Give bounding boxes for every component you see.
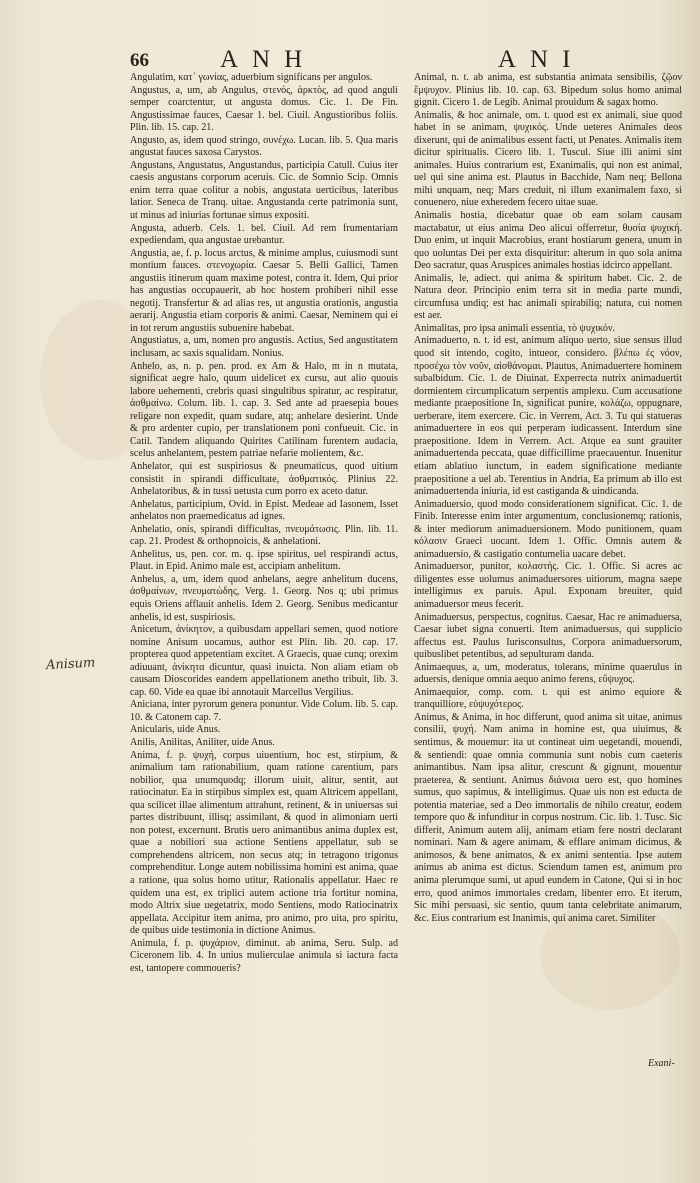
handwritten-margin-note: Anisum [45,655,96,674]
dictionary-entry: Animalis, le, adiect. qui anima & spiritum habet. Cic. 2. de Natura deor. Principio enim terra sit in media parte mundi, circumfusa undiq; est hac animali spirabiliq; natura, cui nomen est aer. [414,272,682,322]
dictionary-entry: Animaduersus, perspectus, cognitus. Caesar, Hac re animaduersa, Caesar iubet signa conuerti. Item animaduersus, qui supplicio affectus est. Paulus Iurisconsultus, Corpora animaduersorum, quibuslibet petentibus, ad sepulturam danda. [414,611,682,661]
page-number: 66 [130,50,149,71]
dictionary-entry: Animus, & Anima, in hoc differunt, quod anima sit uitae, animus consilii, ψυχή. Nam anima in homine est, qua uiuimus, & sentimus, & mouemur: ita ut contineat uim uegetandi, mouendi, & sentiendi: quae omnia communia sunt nobis cum caeteris animantibus. Nam ipsa alitur, crescunt & gignunt, mouentur praeterea, & sentiunt. Animus διάνοια uero est, quo homines sumus, quo sapimus, & intelligimus. Quae uis non est educta de potentia materiae, sed a Deo immortalis de nihilo creatur, eodem tempore quo & infunditur in corpus nostrum. Cic. lib. 1. Tusc. Sic differit, Animum autem alij, animam etiam fere nostri declarant nominari. Nam & agere animam, & efflare animam dicimus, & animosos, & bene animatos, & ex animi sententia. Ipse autem animus ab anima est dictus. Sciendum tamen est, animum pro anima plerumque sumi, ut apud eundem in Catone, Qui si in hoc erro, quod animos immortales credam, libenter erro. Et iterum, Sic mihi persuasi, sic sentio, quum tanta celebritate animarum, &c. Eius contrarium est Inanimis, qui anima caret. Similiter [414,711,682,924]
dictionary-entry: Animaduersio, quod modo considerationem significat. Cic. 1. de Finib. Interesse enim inter argumentum, conclusionemq; rationis, & inter mediorum animaduersionem. Modo punitionem, quam κόλασιν Graeci uocant. Idem 1. Offic. Omnis autem & animaduersio, & castigatio contumelia uacare debet. [414,498,682,560]
dictionary-entry: Angustans, Angustatus, Angustandus, participia Catull. Cuius iter caesis angustans corporum aceruis. Cic. de Somnio Scip. Omnis enim terra quae colitur a nobis, angustata uerticibus, lateribus latior. Seneca de Tranq. uitae. Angustanda certe patrimonia sunt, ut minus ad iniurias fortunae simus expositi. [130,159,398,222]
dictionary-entry: Anicetum, ἀνίκητον, a quibusdam appellari semen, quod notiore nomine Anisum uocamus, author est Plin. lib. 20. cap. 17. propterea quod appetentiam excitet. A Graecis, quae cunq; orexim adiuuant, ἀνίκητα dicuntur, quasi inuicta. Non aliam etiam ob causam Dioscorides eandem appellationem anetho tribuit, lib. 3. cap. 60. Vide ea quae ibi annotauit Marcellus Vergilius. [130,624,398,698]
dictionary-entry: Anilis, Anilitas, Aniliter, uide Anus. [130,736,275,748]
dictionary-entry: Angustus, a, um, ab Angulus, στενός, ἀρκτὸς, ad quod anguli semper coarctentur, ut angusta domus. Cic. 1. De Fin. Angustissimae fauces, Caesar 1. bel. Ciuil. Angustioribus foliis. Plin. lib. 15. cap. 21. [130,84,398,134]
dictionary-entry: Aniciana, inter pyrorum genera ponuntur. Vide Colum. lib. 5. cap. 10. & Catonem cap. 7. [130,699,398,723]
dictionary-entry: Angulatim, κατ᾽ γωνίας, aduerbium significans per angulos. [130,72,373,83]
running-head-right: ANI [498,46,585,73]
dictionary-entry: Anhelatio, onis, spirandi difficultas, πνευμάτωσις. Plin. lib. 11. cap. 21. Prodest & orthopnoicis, & anhelationi. [130,523,398,548]
running-head-left: ANH [220,46,317,73]
catchword: Exani- [648,1058,675,1069]
dictionary-entry: Animula, f. p. ψυχάριον, diminut. ab anima, Seru. Sulp. ad Ciceronem lib. 4. In unius mulierculae animula si iactura facta est, tantopere commoueris? [130,937,398,974]
dictionary-entry: Anima, f. p. ψυχή, corpus uiuentium, hoc est, stirpium, & animalium tam rationabilium, quam ratione carentium, pars nobilior, qua unumquodq; illorum uiuit, alitur, sentit, aut ratiocinatur. Ea in stirpibus simplex est, quam Altricem appellant, qua scilicet illae alimentum attrahunt, retinent, & in uniuersas sui partes distribuunt, illisq; assimilant, & quod in alimoniam uerti non potest, excernunt. Brutis uero animantibus anima duplex est, quae a nobiliori sua actione Sentiens appellatur, sub se comprehendens altricem, non secus atq; in tetragono trigonus comprehenditur. Longe autem nobilissima homini est anima, quae a ratione, qua solus homo utitur, Rationalis appellatur. Haec re quidem una est, ex triplici autem actione tria fortitur nomina, modo Altrix siue uegetatrix, modo Sentiens, modo Ratiocinatrix appellata. Accipitur item anima, pro animo, pro uita, pro spiritu, de quibus uide testimonia in dictione Animus. [130,749,398,937]
dictionary-entry: Animaduerto, n. t. id est, animum aliquo uerto, siue sensus illud quod sit intendo, cogito, intueor, considero. βλέπω ἐς νόον, προσέχω τὸν νοῦν, αἰσθάνομαι. Plautus, Animaduertere hominem subalbidum. Cic. 1. de Diuinat. Experrecta nutrix animaduertit dormientem circumplicatum serpentis amplexu. Cum accusatione mediante praepositione In, significat punire, κολάζω, oppugnare, uerberare, item exercere. Cic. in Verrem, Act. 3. Tu qui statueras animaduertere in eos qui perperam iudicassent. Interdum sine praepositione. Idem in Verrem. Act. Atque ea sunt grauiter animaduertenda peccata, quae difficillime praecauentur. Inuenitur etiam ablatiuo iunctum, in eadem significatione mediante praepositione a uel ab. Terentius in Andria, Ea primum ab illo est animaduertenda iniuria, id est castiganda & uindicanda. [414,335,682,498]
dictionary-entry: Animalis, & hoc animale, om. t. quod est ex animali, siue quod habet in se animam, ψυχικός. Unde ueteres Animales deos dixerunt, qui de animalibus essent facti, ut Penates. Animalis item dicitur spiritualis. Cicero lib. 1. Tuscul. Siue illi animi sint animales. Huius contrarium est, Exanimalis, qui non est animal, uel qui sine anima est. Plautus in Bacchide, Nam neq; Bellona mihi unquam, neq; Mars creduit, ni illum exanimalem faxo, si conuenero, niue exheredem fecero uitae suae. [414,109,682,209]
right-column [414,72,682,1107]
dictionary-entry: Anhelator, qui est suspiriosus & pneumaticus, quod uitium consistit in spirandi difficultate, ἀσθματικός. Plinius 22. Anhelatoribus, & in tussi uetusta cum porro ex aceto datur. [130,460,398,498]
dictionary-entry: Animalis hostia, dicebatur quae ob eam solam causam mactabatur, ut eius anima Deo alicui offerretur, θυσία ψυχική. Duo enim, ut inquit Macrobius, erant hostiarum genera, unum in quo uoluntas Dei per exta disquiritur: alterum in quo sola anima Deo sacratur, quas Aruspices animales hostias idcirco appellant. [414,210,682,272]
dictionary-entry: Anicularis, uide Anus. [130,724,221,736]
dictionary-entry: Angusto, as, idem quod stringo, συνέχω. Lucan. lib. 5. Qua maris angustat fauces saxosa Carystos. [130,134,398,159]
dictionary-entry: Angustia, ae, f. p. locus arctus, & minime amplus, cuiusmodi sunt montium fauces. στενοχωρία. Caesar 5. Belli Gallici, Tamen angustiis itinerum quam maxime potest, contra it. Idem, Qui prior has angustias occupauerit, ab hoc hostem prohiberi nihil esse negotij. Transfertur & ad alias res, ut angustia orationis, angustia aerarij. Angustia etiam corporis & animi. Caesar, Neminem qui ei in tot rerum angustiis subuenire habebat. [130,247,398,334]
dictionary-entry: Anhelitus, us, pen. cor. m. q. ipse spiritus, uel respirandi actus, Plaut. in Epid. Animo male est, accipiam anhelitum. [130,548,398,573]
left-column [130,72,398,1057]
dictionary-entry: Animaduersor, punitor, κολαστής. Cic. 1. Offic. Si acres ac diligentes esse uolumus animaduersores uitiorum, magna saepe intelligimus ex paruis. Apul. Exponam breuiter, quid animaduersor meus fecerit. [414,561,682,610]
dictionary-entry: Angusta, aduerb. Cels. 1. bel. Ciuil. Ad rem frumentariam expediendam, qua angustae urebantur. [130,222,398,247]
dictionary-entry: Animaequior, comp. com. t. qui est animo equiore & tranquilliore, εὐψυχότερος. [414,686,682,711]
dictionary-entry: Animalitas, pro ipsa animali essentia, τὸ ψυχικόν. [414,322,616,334]
dictionary-entry: Anhelus, a, um, idem quod anhelans, aegre anhelitum ducens, ἀσθμαίνων, πνευματώδης, Verg. 1. Georg. Nos q; ubi primus equis Oriens afflauit anhelis. Idem 2. Georg. Senibus medicantur anhelis, id est, suspiriosis. [130,573,398,623]
dictionary-entry: Animal, n. t. ab anima, est substantia animata sensibilis, ζῷον ἔμψυχον. Plinius lib. 10. cap. 63. Bipedum solus homo animal gignit. Cicero 1. de Legib. Animal prouidum & sagax homo. [414,72,682,109]
dictionary-entry: Anhelo, as, n. p. pen. prod. ex Am & Halo, m in n mutata, significat aegre halo, quum uidelicet ex cursu, aut alio quouis labore uehementi, crebris quasi singultibus spiratur, ac respiratur, ἀσθμαίνω. Colum. lib. 1. cap. 3. Sed ante ad praesepia boues religare non expedit, quam sudare, atq; anhelare desierint. Unde & pro ardenter cupio, per translationem poni confueuit. Cic. in Catil. Tandem aliquando Quirites Catilinam furentem audacia, scelus anhelantem, pestem patriae nefarie molientem, &c. [130,360,398,460]
dictionary-entry: Angustiatus, a, um, nomen pro angustis. Actius, Sed angustitatem inclusam, ac saxis squalidam. Nonius. [130,335,398,360]
dictionary-entry: Anhelatus, participium, Ovid. in Epist. Medeae ad Iasonem, Isset anhelatos non praemedicatus ad ignes. [130,498,398,523]
dictionary-entry: Animaequus, a, um, moderatus, tolerans, minime quaerulus in aduersis, denique omnia aequo animo ferens, εὔψυχος. [414,661,682,686]
